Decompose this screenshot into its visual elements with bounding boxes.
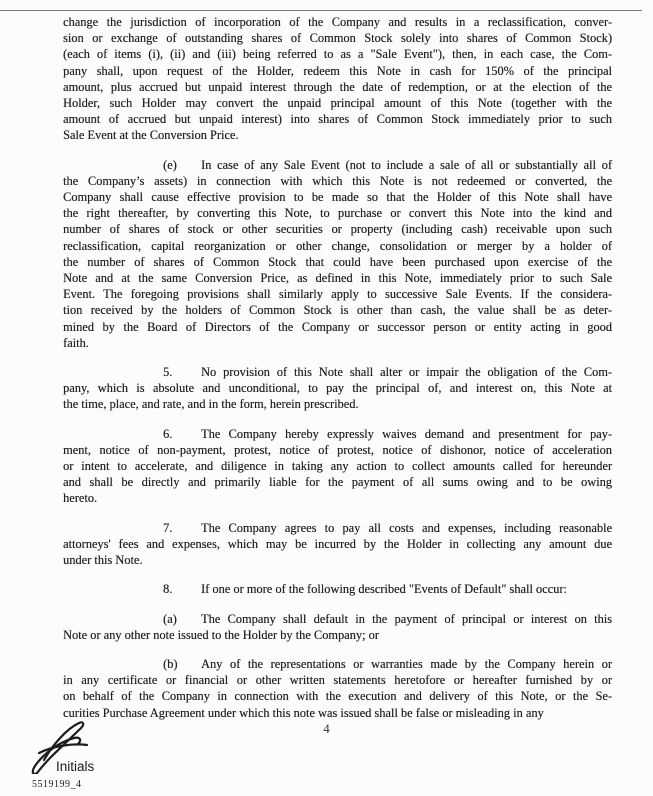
- paragraph: [63, 611, 612, 643]
- document-body: [63, 14, 612, 721]
- paragraph: [63, 14, 612, 144]
- paragraph: [63, 157, 612, 351]
- text-line: change the jurisdiction of incorporation of the Company and results in a reclassification, conver-: [63, 15, 612, 29]
- text-line: or intent to accelerate, and diligence in taking any action to collect amounts called for hereunder: [63, 459, 612, 474]
- paragraph: [63, 364, 612, 413]
- text-line: Note and at the same Conversion Price, as defined in this Note, immediately prior to such Sale: [63, 271, 612, 286]
- paragraph-label: 7.: [163, 520, 173, 535]
- text-line: (b) Any of the representations or warranties made by the Company herein or: [163, 656, 612, 671]
- text-line: pany shall, upon request of the Holder, redeem this Note in cash for 150% of the principal: [63, 63, 612, 78]
- paragraph-label: 6.: [163, 426, 173, 441]
- text-line: in any certificate or financial or other written statements heretofore or hereafter furnished by or: [63, 673, 612, 688]
- paragraph: [63, 581, 612, 597]
- text-line: pany, which is absolute and unconditional, to pay the principal of, and interest on, this Note at: [63, 381, 612, 396]
- text-line: the time, place, and rate, and in the form, herein prescribed.: [63, 397, 359, 412]
- text-line: under this Note.: [63, 553, 143, 568]
- paragraph-label: 5.: [163, 365, 173, 380]
- page-top-rule: [0, 10, 642, 11]
- document-id: 5519199_4: [32, 779, 82, 790]
- text-line: (a) The Company shall default in the payment of principal or interest on this: [163, 611, 612, 626]
- text-line: Company shall cause effective provision to be made so that the Holder of this Note shall have: [63, 190, 612, 205]
- text-line: (each of items (i), (ii) and (iii) being referred to as a "Sale Event"), then, in each case, the Com-: [63, 47, 612, 62]
- paragraph-label: (b): [163, 656, 178, 671]
- text-line: number of shares of stock or other securities or property (including cash) receivable upon such: [63, 222, 612, 237]
- text-line: 5. No provision of this Note shall alter or impair the obligation of the Com-: [163, 365, 612, 380]
- text-line: mined by the Board of Directors of the Company or successor person or entity acting in good: [63, 319, 612, 334]
- text-line: tion received by the holders of Common Stock is other than cash, the value shall be as deter-: [63, 303, 612, 318]
- text-line: Event. The foregoing provisions shall similarly apply to successive Sale Events. If the considera-: [63, 287, 612, 302]
- paragraph: [63, 656, 612, 721]
- text-line: (e) In case of any Sale Event (not to include a sale of all or substantially all of: [163, 157, 612, 172]
- text-line: Sale Event at the Conversion Price.: [63, 128, 239, 143]
- paragraph-label: (e): [163, 157, 177, 172]
- text-line: on behalf of the Company in connection with the execution and delivery of this Note, or the Se-: [63, 689, 612, 704]
- text-line: the right thereafter, by converting this Note, to purchase or convert this Note into the kind and: [63, 206, 612, 221]
- text-line: the number of shares of Common Stock that could have been purchased upon exercise of the: [63, 254, 612, 269]
- page-number: 4: [323, 721, 330, 736]
- text-line: sion or exchange of outstanding shares of Common Stock solely into shares of Common Stock): [63, 31, 612, 46]
- text-line: 8. If one or more of the following described "Events of Default" shall occur:: [163, 582, 567, 597]
- text-line: ment, notice of non-payment, protest, notice of protest, notice of dishonor, notice of acceleration: [63, 442, 612, 457]
- text-line: amount of accrued but unpaid interest) into shares of Common Stock immediately prior to such: [63, 112, 612, 127]
- paragraph-label: (a): [163, 611, 177, 626]
- text-line: the Company’s assets) in connection with which this Note is not redeemed or converted, the: [63, 173, 612, 188]
- text-line: reclassification, capital reorganization or other change, consolidation or merger by a holder of: [63, 238, 612, 253]
- text-line: attorneys' fees and expenses, which may be incurred by the Holder in collecting any amount due: [63, 536, 612, 551]
- text-line: Holder, such Holder may convert the unpaid principal amount of this Note (together with the: [63, 96, 612, 111]
- text-line: curities Purchase Agreement under which this note was issued shall be false or misleading in any: [63, 705, 544, 720]
- text-line: 7. The Company agrees to pay all costs and expenses, including reasonable: [163, 520, 612, 535]
- initials-label: Initials: [56, 759, 95, 774]
- text-line: 6. The Company hereby expressly waives demand and presentment for pay-: [163, 426, 612, 441]
- text-line: amount, plus accrued but unpaid interest through the date of redemption, or at the election of the: [63, 79, 612, 94]
- paragraph: [63, 520, 612, 569]
- paragraph-label: 8.: [163, 582, 173, 597]
- paragraph: [63, 426, 612, 507]
- text-line: faith.: [63, 335, 89, 350]
- text-line: Note or any other note issued to the Holder by the Company; or: [63, 627, 379, 642]
- text-line: and shall be directly and primarily liable for the payment of all sums owing and to be owing: [63, 475, 612, 490]
- text-line: hereto.: [63, 491, 98, 506]
